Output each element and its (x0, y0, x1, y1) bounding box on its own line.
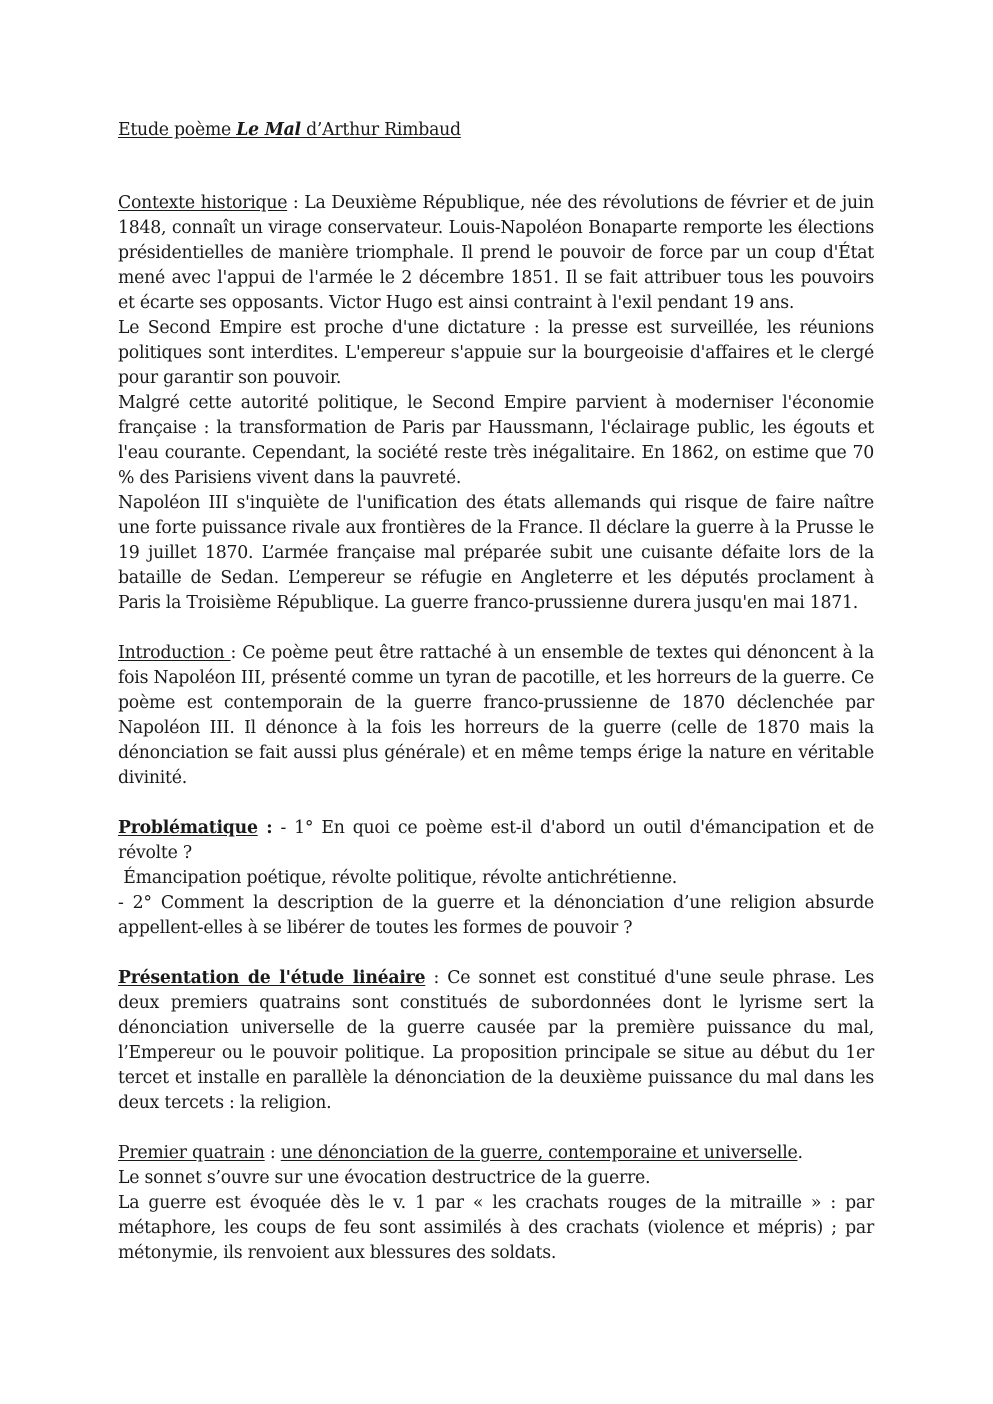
premier-quatrain-end: . (797, 1143, 803, 1163)
spacer (118, 1116, 874, 1141)
problematique-paragraph-1 (118, 816, 874, 866)
introduction-label: Introduction (118, 643, 231, 663)
problematique-question-1: - 1° En quoi ce poème est-il d'abord un outil d'émancipation et de révolte ? (118, 818, 874, 863)
problematique-label: Problématique (118, 818, 258, 838)
contexte-paragraph-3: Malgré cette autorité politique, le Second Empire parvient à moderniser l'économie française : la transformation de Paris par Haussmann, l'éclairage public, les égouts et l'eau courante. Cependant, la société reste très inégalitaire. En 1862, on estime que 70 % des Parisiens vivent dans la pauvreté. (118, 393, 874, 488)
document-title (118, 116, 874, 144)
contexte-paragraph-4: Napoléon III s'inquiète de l'unification des états allemands qui risque de faire naître une forte puissance rivale aux frontières de la France. Il déclare la guerre à la Prusse le 19 juillet 1870. L’armée française mal préparée subit une cuisante défaite lors de la bataille de Sedan. L’empereur se réfugie en Angleterre et les députés proclament à Paris la Troisième République. La guerre franco-prussienne durera jusqu'en mai 1871. (118, 493, 874, 613)
problematique-detail: Émancipation poétique, révolte politique, révolte antichrétienne. (118, 868, 678, 888)
problematique-question-2: - 2° Comment la description de la guerre et la dénonciation d’une religion absurde appellent-elles à se libérer de toutes les formes de pouvoir ? (118, 893, 874, 938)
spacer (118, 941, 874, 966)
contexte-paragraph-1 (118, 191, 874, 316)
premier-quatrain-sep: : (264, 1143, 281, 1163)
premier-quatrain-paragraph-2: La guerre est évoquée dès le v. 1 par « les crachats rouges de la mitraille » : par métaphore, les coups de feu sont assimilés à des crachats (violence et mépris) ; par métonymie, ils renvoient aux blessures des soldats. (118, 1193, 874, 1263)
spacer (118, 144, 874, 191)
premier-quatrain-heading (118, 1141, 874, 1166)
title-work: Le Mal (236, 120, 301, 140)
premier-quatrain-title: une dénonciation de la guerre, contemporaine et universelle (280, 1143, 798, 1163)
introduction-paragraph (118, 641, 874, 791)
introduction-text: Ce poème peut être rattaché à un ensemble de textes qui dénoncent à la fois Napoléon III, présenté comme un tyran de pacotille, et les horreurs de la guerre. Ce poème est contemporain de la guerre franco-prussienne de 1870 déclenchée par Napoléon III. Il dénonce à la fois les horreurs de la guerre (celle de 1870 mais la dénonciation se fait aussi plus générale) et en même temps érige la nature en véritable divinité. (118, 643, 875, 788)
problematique-sep: : (257, 818, 273, 838)
presentation-sep: : (425, 968, 448, 988)
presentation-paragraph (118, 966, 874, 1116)
spacer (118, 616, 874, 641)
presentation-label: Présentation de l'étude linéaire (118, 968, 426, 988)
premier-quatrain-paragraph-1: Le sonnet s’ouvre sur une évocation destructrice de la guerre. (118, 1168, 651, 1188)
premier-quatrain-label: Premier quatrain (118, 1143, 265, 1163)
introduction-sep: : (230, 643, 243, 663)
contexte-text-1: La Deuxième République, née des révolutions de février et de juin 1848, connaît un virage conservateur. Louis-Napoléon Bonaparte remporte les élections présidentielles de manière triomphale. Il prend le pouvoir de force par un coup d'État mené avec l'appui de l'armée le 2 décembre 1851. Il se fait attribuer tous les pouvoirs et écarte ses opposants. Victor Hugo est ainsi contraint à l'exil pendant 19 ans. (118, 193, 875, 313)
contexte-sep: : (287, 193, 305, 213)
document-page (118, 116, 874, 1266)
title-suffix: d’Arthur Rimbaud (300, 120, 461, 140)
title-prefix: Etude poème (118, 120, 237, 140)
spacer (118, 791, 874, 816)
contexte-paragraph-2: Le Second Empire est proche d'une dictature : la presse est surveillée, les réunions politiques sont interdites. L'empereur s'appuie sur la bourgeoisie d'affaires et le clergé pour garantir son pouvoir. (118, 318, 874, 388)
contexte-label: Contexte historique (118, 193, 288, 213)
presentation-text: Ce sonnet est constitué d'une seule phrase. Les deux premiers quatrains sont constitués de subordonnées dont le lyrisme sert la dénonciation universelle de la guerre causée par la première puissance du mal, l’Empereur ou le pouvoir politique. La proposition principale se situe au début du 1er tercet et installe en parallèle la dénonciation de la deuxième puissance du mal dans les deux tercets : la religion. (118, 968, 874, 1113)
